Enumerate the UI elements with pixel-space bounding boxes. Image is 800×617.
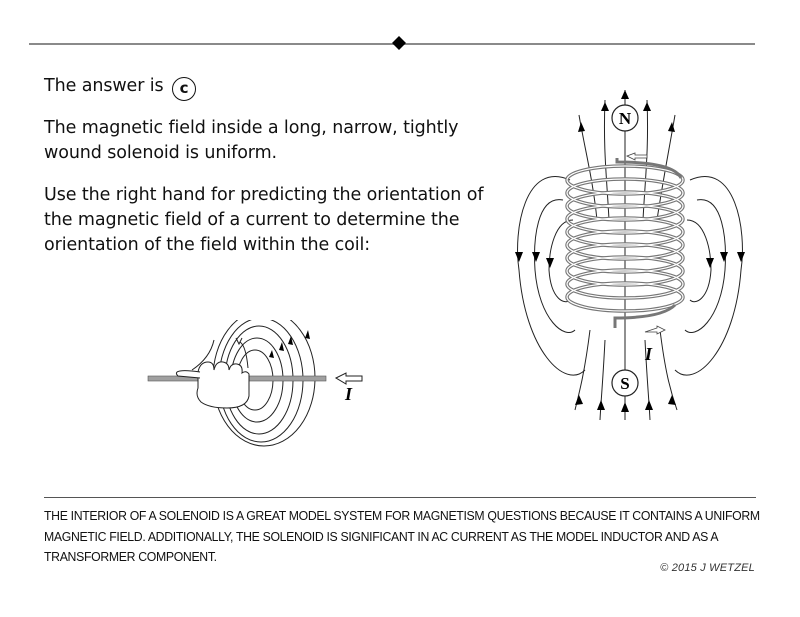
answer-choice-badge: c (172, 77, 196, 101)
copyright-notice: © 2015 J WETZEL (660, 562, 755, 574)
solenoid-figure (505, 90, 755, 430)
top-rule-line-right (406, 43, 755, 45)
footnote-text: THE INTERIOR OF A SOLENOID IS A GREAT MODEL SYSTEM FOR MAGNETISM QUESTIONS BECAUSE IT CONTAINS A UNIFORM MAGNETIC FIELD. ADDITIONALLY, THE SOLENOID IS SIGNIFICANT IN AC CURRENT AS THE MODEL INDUCTOR AND AS A TRANSFORMER COMPONENT. (44, 508, 760, 564)
solenoid-current-label: I (645, 344, 653, 364)
answer-line (44, 74, 196, 101)
diamond-icon (392, 36, 406, 50)
solenoid-field-diagram (505, 90, 755, 430)
answer-prefix: The answer is (44, 76, 164, 96)
bottom-divider (44, 497, 756, 498)
right-hand-rule-diagram (140, 320, 370, 450)
south-pole-label: S (620, 374, 630, 393)
current-label: I (345, 384, 353, 404)
north-pole-label: N (618, 109, 632, 128)
instruction-paragraph: Use the right hand for predicting the orientation of the magnetic field of a current to determine the orientation of the field within the coil: (44, 185, 484, 255)
right-hand-rule-figure (140, 320, 370, 450)
statement-paragraph: The magnetic field inside a long, narrow, tightly wound solenoid is uniform. (44, 118, 459, 163)
